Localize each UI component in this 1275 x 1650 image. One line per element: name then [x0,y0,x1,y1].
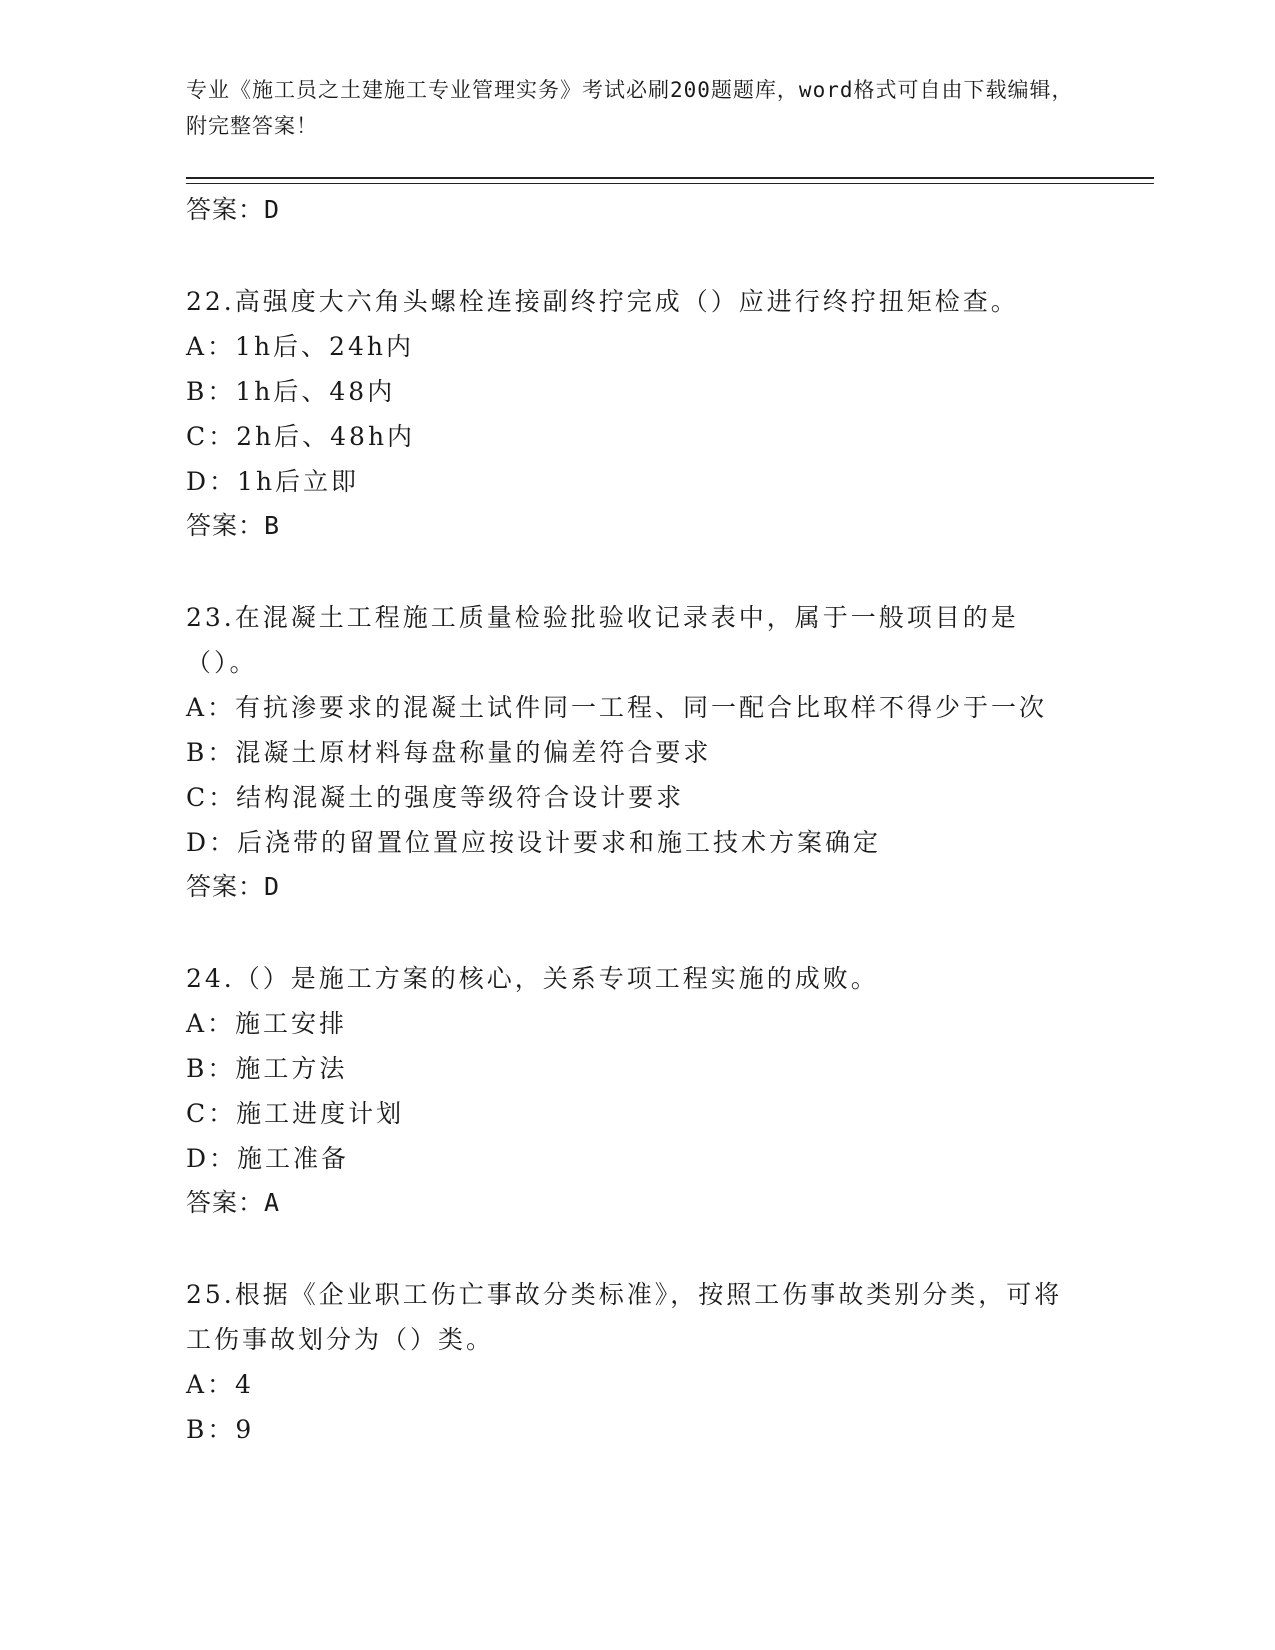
question-22 [186,279,1086,550]
question-stem: 25.根据《企业职工伤亡事故分类标准》，按照工伤事故类别分类，可将工伤事故划分为（）类。 [186,1280,1063,1354]
option-b: B：1h后、48内 [186,377,396,406]
option-d: D：后浇带的留置位置应按设计要求和施工技术方案确定 [186,828,882,857]
option-c: C：结构混凝土的强度等级符合设计要求 [186,783,685,812]
option-b: B：混凝土原材料每盘称量的偏差符合要求 [186,738,712,767]
question-stem: 24.（）是施工方案的核心，关系专项工程实施的成败。 [186,964,879,993]
option-c: C：施工进度计划 [186,1099,405,1128]
question-list [186,188,1086,1452]
spacer [186,550,1086,595]
header-rule-thick [186,177,1154,179]
option-a: A：有抗渗要求的混凝土试件同一工程、同一配合比取样不得少于一次 [186,693,1048,722]
option-d: D：施工准备 [186,1144,350,1173]
answer-line: 答案：D [186,872,281,901]
option-b: B：施工方法 [186,1054,348,1083]
answer-line: 答案：A [186,1188,281,1217]
header-rule-thin [186,183,1154,184]
header-text: 专业《施工员之土建施工专业管理实务》考试必刷200题题库，word格式可自由下载编辑，附完整答案！ [186,78,1074,138]
spacer [186,1227,1086,1272]
spacer [186,911,1086,956]
question-23 [186,595,1086,911]
document-header [186,72,1086,144]
option-a: A：施工安排 [186,1009,348,1038]
option-c: C：2h后、48h内 [186,422,416,451]
option-d: D：1h后立即 [186,467,360,496]
answer-line: 答案：B [186,511,281,540]
answer-line: 答案：D [186,195,281,224]
question-stem: 22.高强度大六角头螺栓连接副终拧完成（）应进行终拧扭矩检查。 [186,287,1019,316]
option-b: B：9 [186,1415,255,1444]
option-a: A：4 [186,1370,254,1399]
option-a: A：1h后、24h内 [186,332,414,361]
question-stem: 23.在混凝土工程施工质量检验批验收记录表中，属于一般项目的是（）。 [186,603,1019,677]
question-25 [186,1272,1086,1452]
spacer [186,234,1086,279]
question-24 [186,956,1086,1227]
